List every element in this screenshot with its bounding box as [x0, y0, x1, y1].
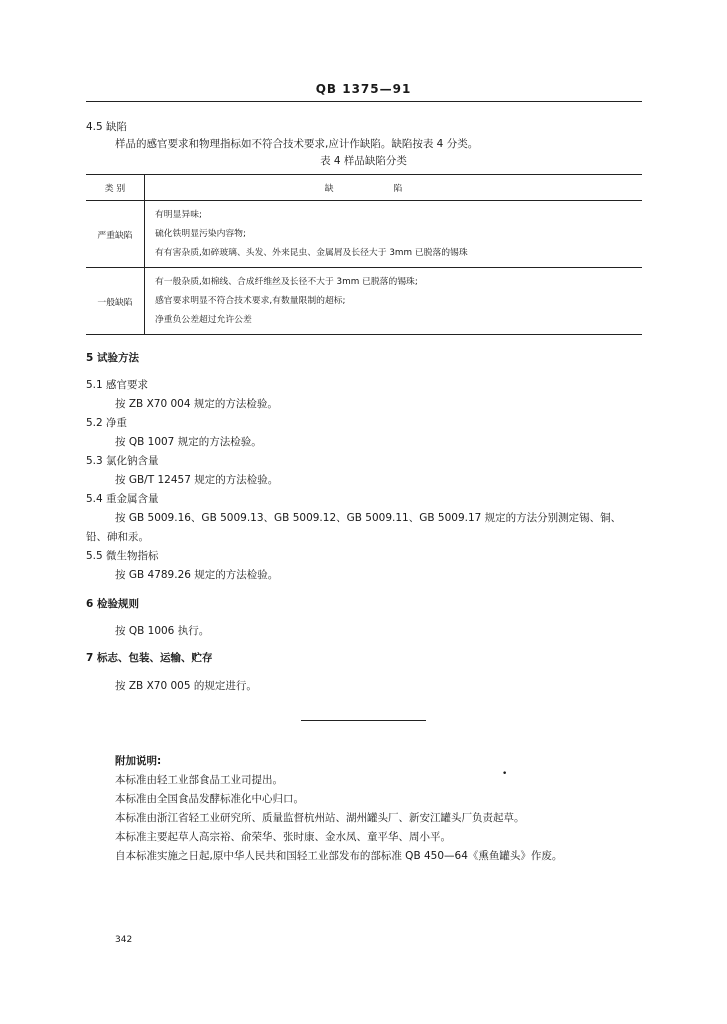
page-number: 342 [115, 935, 133, 945]
section-divider [301, 720, 426, 721]
clause-5-1-text: 按 ZB X70 004 规定的方法检验。 [115, 398, 278, 410]
defect-item: 有明显异味; [155, 209, 202, 220]
standard-code: QB 1375—91 [315, 82, 412, 96]
clause-5-4-text: 按 GB 5009.16、GB 5009.13、GB 5009.12、GB 5009.11、GB 5009.17 规定的方法分别测定锡、铜、 [115, 512, 622, 524]
defect-item: 有一般杂质,如棉线、合成纤维丝及长径不大于 3mm 已脱落的锡珠; [155, 276, 418, 287]
notes-line: 本标准由浙江省轻工业研究所、质量监督杭州站、湖州罐头厂、新安江罐头厂负责起草。 [115, 812, 525, 824]
clause-4-5-heading: 4.5 缺陷 [86, 121, 128, 133]
section-6-text: 按 QB 1006 执行。 [115, 625, 210, 637]
section-7-heading: 7 标志、包装、运输、贮存 [86, 652, 213, 664]
category-serious: 严重缺陷 [86, 201, 145, 268]
clause-5-2-text: 按 QB 1007 规定的方法检验。 [115, 436, 262, 448]
clause-5-4-text-cont: 铅、砷和汞。 [86, 531, 149, 543]
header-rule [86, 101, 642, 102]
clause-5-3-text: 按 GB/T 12457 规定的方法检验。 [115, 474, 279, 486]
defect-classification-table [86, 174, 642, 335]
defect-item: 硫化铁明显污染内容物; [155, 228, 246, 239]
table-header-row [86, 175, 642, 201]
table-row [86, 201, 642, 268]
notes-line: 本标准由全国食品发酵标准化中心归口。 [115, 793, 304, 805]
scan-mark: • [502, 769, 508, 779]
category-general: 一般缺陷 [86, 268, 145, 335]
notes-line: 自本标准实施之日起,原中华人民共和国轻工业部发布的部标准 QB 450—64《熏鱼罐头》作废。 [115, 850, 563, 862]
defect-item: 有有害杂质,如碎玻璃、头发、外来昆虫、金属屑及长径大于 3mm 已脱落的锡珠 [155, 247, 468, 258]
defect-list [145, 268, 643, 335]
section-6-heading: 6 检验规则 [86, 598, 139, 610]
section-5-heading: 5 试验方法 [86, 352, 139, 364]
table-row [86, 268, 642, 335]
clause-5-4-heading: 5.4 重金属含量 [86, 493, 159, 505]
defect-item: 感官要求明显不符合技术要求,有数量限制的超标; [155, 295, 346, 306]
header-defect: 缺陷 [145, 175, 643, 201]
clause-5-1-heading: 5.1 感官要求 [86, 379, 149, 391]
notes-heading: 附加说明: [115, 755, 162, 767]
clause-5-2-heading: 5.2 净重 [86, 417, 128, 429]
table-4-title: 表 4 样品缺陷分类 [320, 155, 407, 167]
defect-item: 净重负公差超过允许公差 [155, 314, 252, 325]
header-category: 类 别 [86, 175, 145, 201]
defect-list [145, 201, 643, 268]
clause-4-5-text: 样品的感官要求和物理指标如不符合技术要求,应计作缺陷。缺陷按表 4 分类。 [115, 138, 479, 150]
clause-5-3-heading: 5.3 氯化钠含量 [86, 455, 159, 467]
clause-5-5-text: 按 GB 4789.26 规定的方法检验。 [115, 569, 279, 581]
section-7-text: 按 ZB X70 005 的规定进行。 [115, 680, 257, 692]
clause-5-5-heading: 5.5 微生物指标 [86, 550, 159, 562]
notes-line: 本标准由轻工业部食品工业司提出。 [115, 774, 283, 786]
notes-line: 本标准主要起草人高宗裕、俞荣华、张时康、金水凤、童平华、周小平。 [115, 831, 451, 843]
